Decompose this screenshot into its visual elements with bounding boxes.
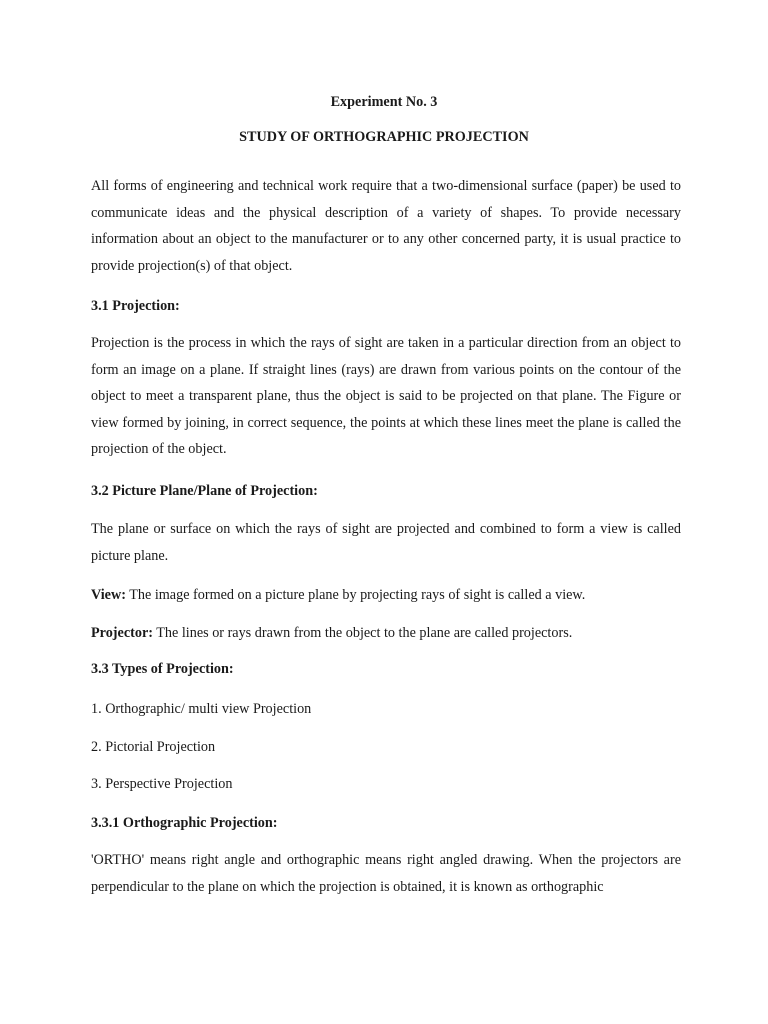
section-3-3-1-heading: 3.3.1 Orthographic Projection: [91,815,278,831]
projector-term: Projector: [91,625,153,641]
intro-paragraph: All forms of engineering and technical work require that a two-dimensional surface (paper) be used to communicate ideas and the physical description of a variety of shapes. To provide necessary information about an object to the manufacturer or to any other concerned party, it is usual practice to provide projection(s) of that object. [91,178,681,274]
view-term: View: [91,587,126,603]
section-3-3-heading: 3.3 Types of Projection: [91,661,234,677]
projector-definition-text: The lines or rays drawn from the object to the plane are called projectors. [152,625,573,641]
section-3-3-1-paragraph: 'ORTHO' means right angle and orthographic means right angled drawing. When the projectors are perpendicular to the plane on which the projection is obtained, it is known as orthographic [91,852,681,895]
section-3-1-paragraph: Projection is the process in which the rays of sight are taken in a particular direction from an object to form an image on a plane. If straight lines (rays) are drawn from various points on the contour of the object to meet a transparent plane, thus the object is said to be projected on that plane. The Figure or view formed by joining, in correct sequence, the points at which these lines meet the plane is called the projection of the object. [91,335,681,458]
experiment-title: Experiment No. 3 [330,94,438,110]
section-3-2-paragraph: The plane or surface on which the rays of sight are projected and combined to form a view is called picture plane. [91,521,681,564]
projector-definition [91,624,572,642]
view-definition [91,586,585,604]
list-item: 1. Orthographic/ multi view Projection [91,701,312,717]
list-item: 2. Pictorial Projection [91,739,216,755]
list-item: 3. Perspective Projection [91,776,233,792]
view-definition-text: The image formed on a picture plane by projecting rays of sight is called a view. [125,587,586,603]
section-3-1-heading: 3.1 Projection: [91,298,180,314]
study-title: STUDY OF ORTHOGRAPHIC PROJECTION [239,129,529,145]
section-3-2-heading: 3.2 Picture Plane/Plane of Projection: [91,483,318,499]
